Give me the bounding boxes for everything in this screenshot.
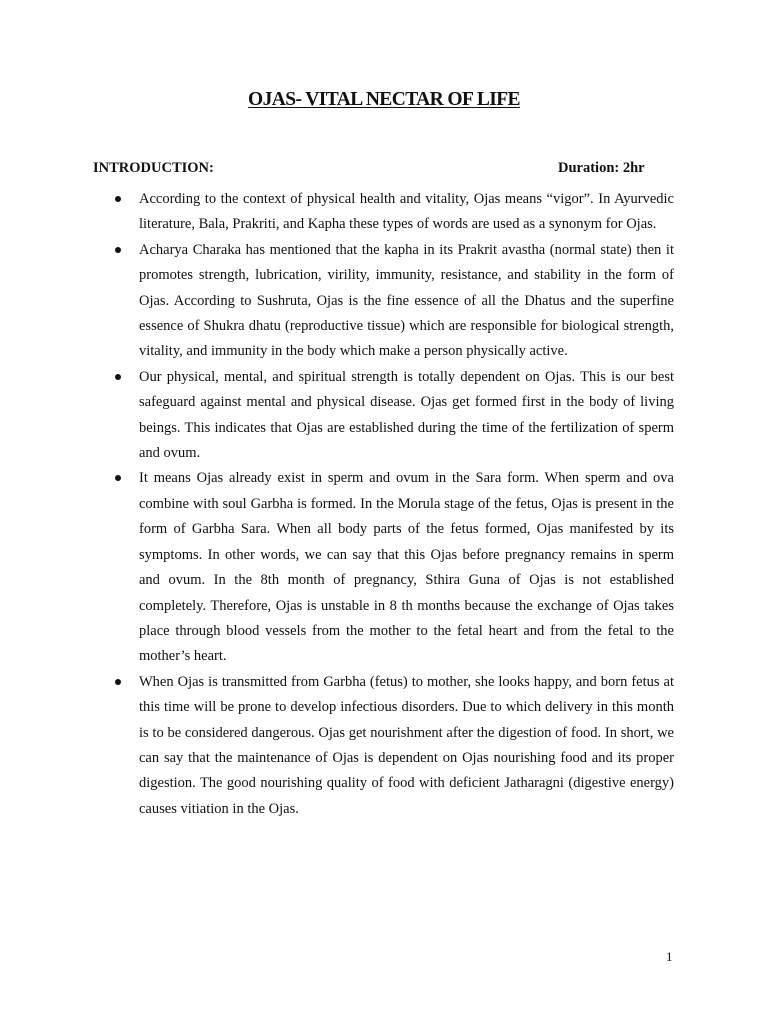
bullet-icon bbox=[115, 475, 121, 481]
bullet-icon bbox=[115, 374, 121, 380]
document-title: OJAS- VITAL NECTAR OF LIFE bbox=[248, 89, 520, 110]
bullet-list bbox=[139, 187, 674, 822]
bullet-item bbox=[139, 365, 674, 467]
section-heading: INTRODUCTION: bbox=[93, 160, 214, 176]
bullet-text: When Ojas is transmitted from Garbha (fetus) to mother, she looks happy, and born fetus at this time will be prone to develop infectious disorders. Due to which delivery in this month is to be considered dangerous. Ojas get nourishment after the digestion of food. In short, we can say that the maintenance of Ojas is dependent on Ojas nourishing food and its proper digestion. The good nourishing quality of food with deficient Jatharagni (digestive energy) causes vitiation in the Ojas. bbox=[139, 673, 674, 817]
bullet-text: It means Ojas already exist in sperm and ovum in the Sara form. When sperm and ova combine with soul Garbha is formed. In the Morula stage of the fetus, Ojas is present in the form of Garbha Sara. When all body parts of the fetus formed, Ojas manifested by its symptoms. In other words, we can say that this Ojas before pregnancy remains in sperm and ovum. In the 8th month of pregnancy, Sthira Guna of Ojas is not established completely. Therefore, Ojas is unstable in 8 th months because the exchange of Ojas takes place through blood vessels from the mother to the fetal heart and from the fetal to the mother’s heart. bbox=[139, 470, 674, 665]
section-header bbox=[93, 160, 653, 180]
duration-label: Duration: 2hr bbox=[558, 160, 645, 176]
bullet-text: Our physical, mental, and spiritual strength is totally dependent on Ojas. This is our best safeguard against mental and physical disease. Ojas get formed first in the body of living beings. This indicates that Ojas are established during the time of the fertilization of sperm and ovum. bbox=[139, 368, 674, 462]
bullet-text: Acharya Charaka has mentioned that the kapha in its Prakrit avastha (normal state) then it promotes strength, lubrication, virility, immunity, resistance, and stability in the form of Ojas. According to Sushruta, Ojas is the fine essence of all the Dhatus and the superfine essence of Shukra dhatu (reproductive tissue) which are responsible for biological strength, vitality, and immunity in the body which make a person physically active. bbox=[139, 241, 674, 360]
bullet-item bbox=[139, 238, 674, 365]
bullet-text: According to the context of physical health and vitality, Ojas means “vigor”. In Ayurvedic literature, Bala, Prakriti, and Kapha these types of words are used as a synonym for Ojas. bbox=[139, 191, 674, 233]
bullet-item bbox=[139, 187, 674, 238]
bullet-icon bbox=[115, 247, 121, 253]
bullet-item bbox=[139, 670, 674, 822]
bullet-item bbox=[139, 466, 674, 669]
bullet-icon bbox=[115, 679, 121, 685]
bullet-icon bbox=[115, 196, 121, 202]
page-number: 1 bbox=[666, 949, 673, 964]
